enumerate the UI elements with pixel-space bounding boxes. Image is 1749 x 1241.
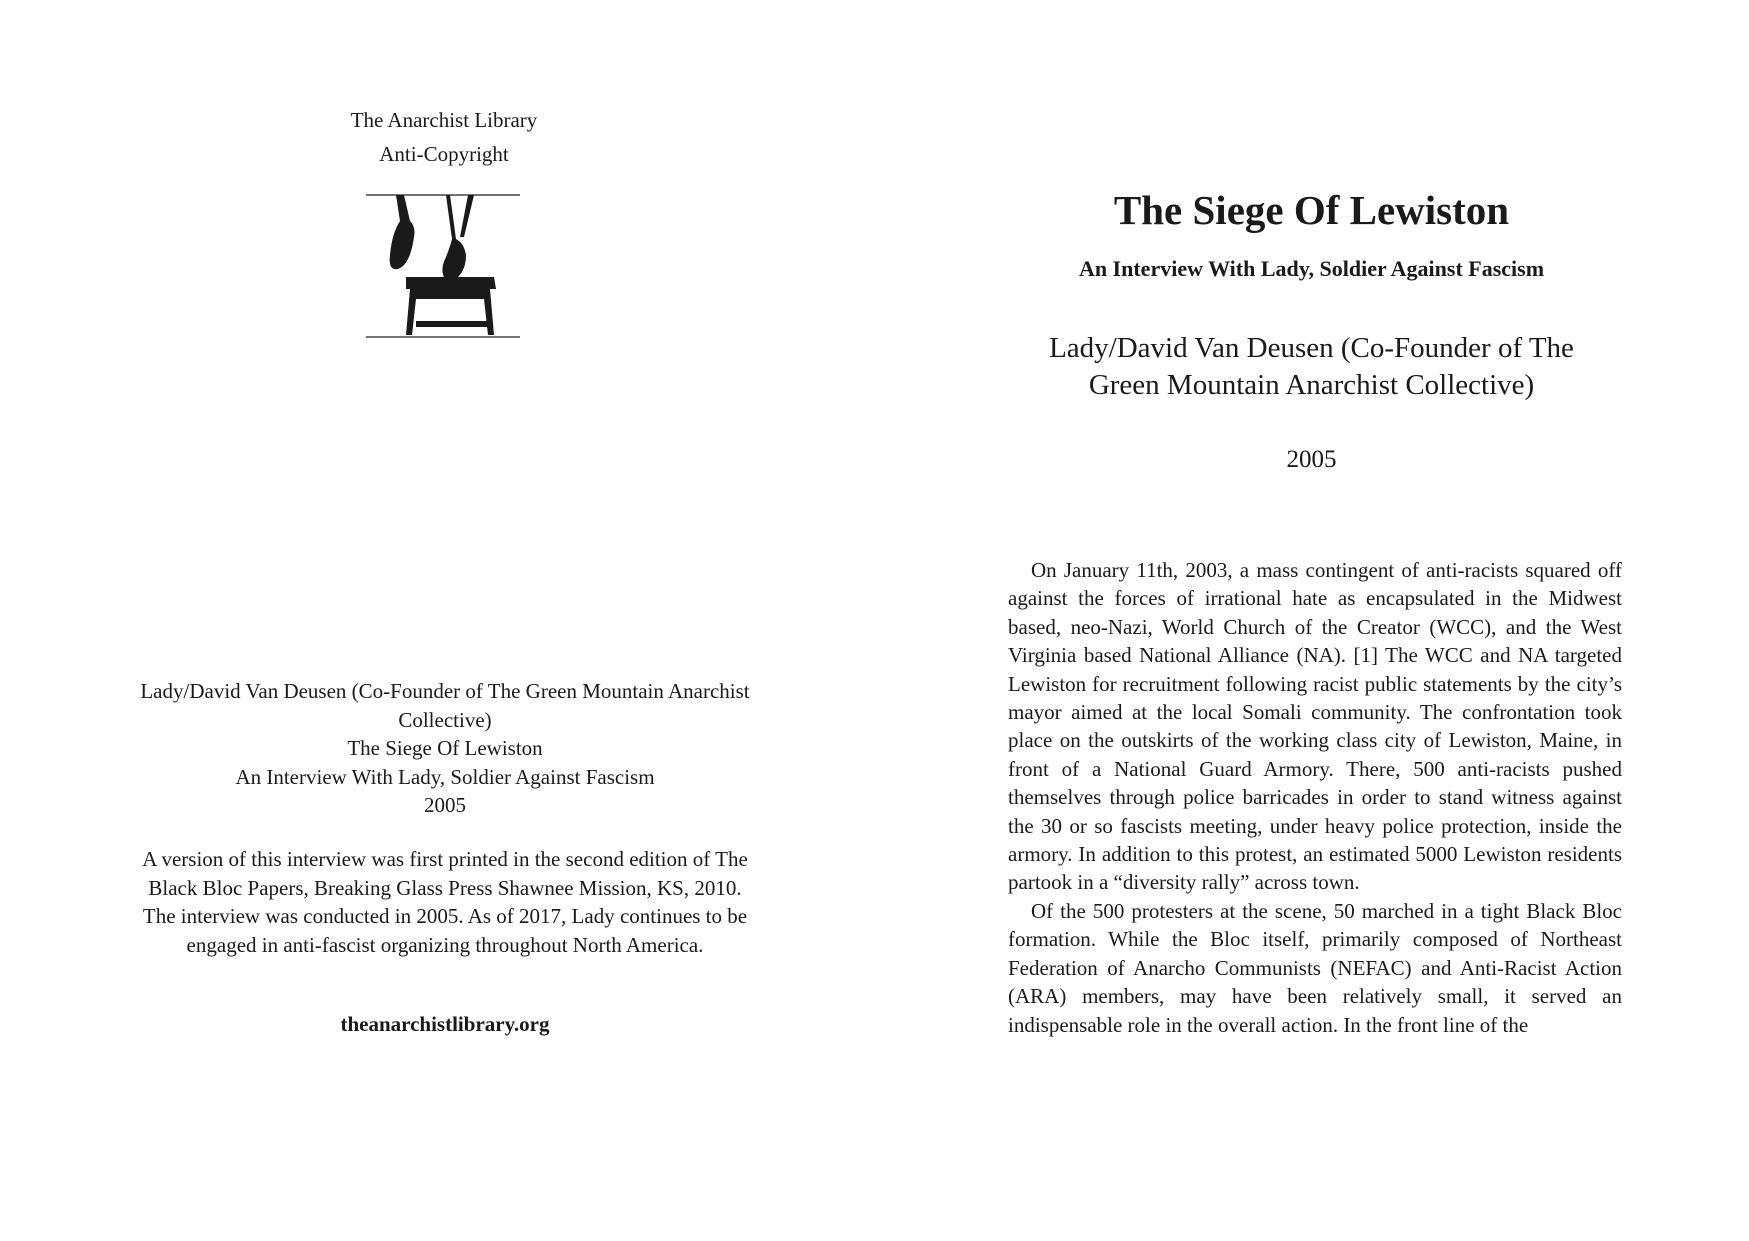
- library-header: [244, 103, 644, 171]
- document-author: Lady/David Van Deusen (Co-Founder of The Green Mountain Anarchist Collective): [1049, 332, 1574, 401]
- document-date: 2005: [1286, 446, 1337, 473]
- anarchist-library-logo-icon: [366, 193, 520, 339]
- paragraph: On January 11th, 2003, a mass contingent of anti-racists squared off against the forces of irrational hate as encapsulated in the Midwest based, neo-Nazi, World Church of the Creator (WCC), and the West Virginia based National Alliance (NA). [1] The WCC and NA targeted Lewiston for recruitment following racist public statements by the city’s mayor aimed at the local Somali community. The confrontation took place on the outskirts of the working class city of Lewiston, Maine, in front of a National Guard Armory. There, 500 anti-racists pushed themselves through police barricades in order to stand witness against the 30 or so fascists meeting, under heavy police protection, inside the armory. In addition to this protest, an estimated 5000 Lewiston residents partook in a “diversity rally” across town.: [1008, 558, 1622, 895]
- colophon-subtitle: An Interview With Lady, Soldier Against Fascism: [235, 764, 655, 789]
- colophon-title: The Siege Of Lewiston: [347, 736, 543, 760]
- body-text: [1008, 556, 1622, 1039]
- right-page: [874, 0, 1749, 1241]
- website-link[interactable]: theanarchistlibrary.org: [340, 1012, 550, 1036]
- colophon-author: Lady/David Van Deusen (Co-Founder of The Green Mountain Anarchist Collective): [140, 679, 750, 732]
- colophon-year: 2005: [424, 793, 466, 817]
- paragraph: Of the 500 protesters at the scene, 50 marched in a tight Black Bloc formation. While the Bloc itself, primarily composed of Northeast Federation of Anarcho Communists (NEFAC) and Anti-Racist Action (ARA) members, may have been relatively small, it served an indispensable role in the overall action. In the front line of the: [1008, 898, 1622, 1037]
- left-page: [0, 0, 874, 1241]
- colophon-note: A version of this interview was first printed in the second edition of The Black Bloc Papers, Breaking Glass Press Shawnee Mission, KS, 2010. The interview was conducted in 2005. As of 2017, Lady continues to be engaged in anti-fascist organizing throughout North America.: [142, 847, 748, 957]
- copyright-notice: Anti-Copyright: [379, 142, 509, 166]
- document-subtitle: An Interview With Lady, Soldier Against Fascism: [1078, 256, 1545, 281]
- colophon: [130, 677, 760, 820]
- document-title: The Siege Of Lewiston: [1113, 187, 1510, 233]
- library-name: The Anarchist Library: [350, 108, 538, 132]
